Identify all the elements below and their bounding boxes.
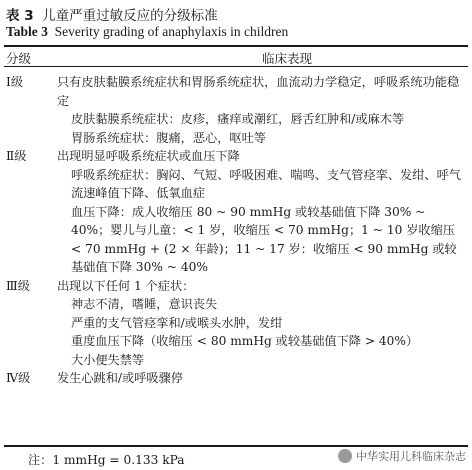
table-title-cn-text: 儿童严重过敏反应的分级标准: [42, 8, 218, 24]
table-title-cn: [6, 4, 218, 24]
clinical-item: 严重的支气管痉挛和/或喉头水肿，发绀: [71, 315, 283, 330]
table-body: [0, 73, 472, 388]
watermark-text: 中华实用儿科临床杂志: [356, 450, 466, 463]
clinical-item: 出现明显呼吸系统症状或血压下降: [57, 149, 240, 163]
table-row: [0, 73, 472, 147]
clinical-item: 呼吸系统症状：胸闷、气短、呼吸困难、喘鸣、支气管痉挛、发绀、呼气流速峰值下降、低氧血症: [71, 167, 461, 200]
bottom-rule: [4, 445, 468, 447]
watermark: [338, 448, 466, 464]
clinical-cell: [41, 277, 466, 370]
table-row: [0, 277, 472, 370]
table-label-en: Table 3: [6, 24, 48, 39]
table-title-en: [6, 24, 288, 40]
header-grade: 分级: [6, 51, 32, 66]
clinical-item: 出现以下任何 1 个症状：: [57, 278, 195, 293]
footnote: 注：1 mmHg = 0.133 kPa: [28, 453, 185, 467]
grade-cell: Ⅰ级: [6, 75, 24, 89]
table-row: [0, 147, 472, 277]
grade-cell: Ⅳ级: [6, 371, 31, 385]
table-label-cn: 表 3: [6, 8, 34, 24]
clinical-item: 发生心跳和/或呼吸骤停: [57, 371, 183, 385]
table-row: [0, 369, 472, 388]
clinical-item: 胃肠系统症状：腹痛，恶心，呕吐等: [71, 130, 266, 145]
clinical-cell: [41, 147, 466, 277]
table-title-en-text: Severity grading of anaphylaxis in children: [54, 24, 289, 39]
clinical-item: 只有皮肤黏膜系统症状和胃肠系统症状，血流动力学稳定，呼吸系统功能稳定: [57, 75, 460, 108]
grade-cell: Ⅲ级: [6, 278, 30, 293]
wechat-icon: [338, 449, 352, 463]
clinical-cell: [41, 369, 466, 388]
header-rule: [4, 66, 468, 67]
clinical-cell: [41, 73, 466, 147]
header-clinical: 临床表现: [262, 51, 313, 66]
clinical-item: 血压下降：成人收缩压 80 ~ 90 mmHg 或较基础值下降 30% ~ 40%；婴儿与儿童：< 1 岁，收缩压 < 70 mmHg；1 ~ 10 岁收缩压 < 70 mmHg + (2 × 年龄)；11 ~ 17 岁：收缩压 < 90 mmHg 或较基础值下降 30% ~ 40%: [71, 204, 457, 274]
clinical-item: 重度血压下降（收缩压 < 80 mmHg 或较基础值下降 > 40%）: [71, 334, 419, 348]
clinical-item: 皮肤黏膜系统症状：皮疹，瘙痒或潮红，唇舌红肿和/或麻木等: [71, 112, 405, 126]
grade-cell: Ⅱ级: [6, 149, 27, 163]
top-rule: [4, 45, 468, 47]
clinical-item: 神志不清，嗜睡，意识丧失: [71, 297, 218, 311]
clinical-item: 大小便失禁等: [71, 352, 145, 367]
